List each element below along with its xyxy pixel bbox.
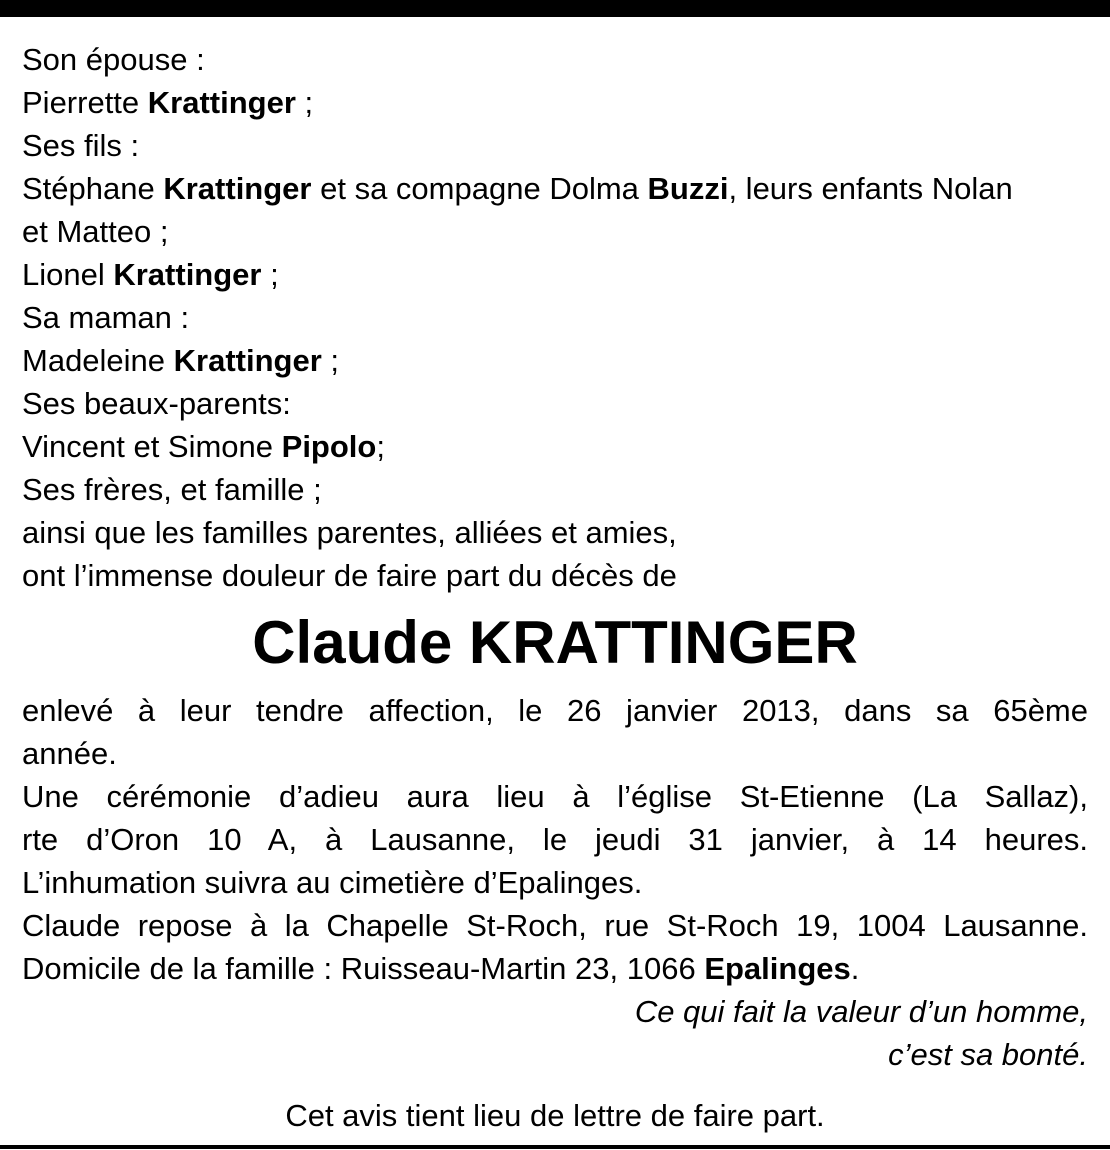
text-line xyxy=(22,167,1088,210)
text-segment: L’inhumation suivra au cimetière d’Epalinges. xyxy=(22,865,643,900)
text-line xyxy=(22,210,1088,253)
text-line xyxy=(22,818,1088,861)
footer-note: Cet avis tient lieu de lettre de faire part. xyxy=(285,1098,825,1133)
text-segment: ; xyxy=(261,257,279,292)
text-line xyxy=(22,425,1088,468)
notice-body xyxy=(22,689,1088,1076)
text-segment: c’est sa bonté. xyxy=(888,1037,1088,1072)
text-segment: Claude repose à la Chapelle St-Roch, rue St-Roch 19, 1004 Lausanne. xyxy=(22,908,1088,943)
text-segment: Ses beaux-parents: xyxy=(22,386,291,421)
text-segment: Ses fils : xyxy=(22,128,140,163)
text-segment: Son épouse : xyxy=(22,42,205,77)
surname-bold: Krattinger xyxy=(173,343,322,378)
text-line xyxy=(22,382,1088,425)
text-segment: rte d’Oron 10 A, à Lausanne, le jeudi 31 janvier, à 14 heures. xyxy=(22,822,1088,857)
text-line xyxy=(22,732,1088,775)
text-segment: ; xyxy=(376,429,385,464)
text-line xyxy=(22,339,1088,382)
text-segment: , leurs enfants Nolan xyxy=(728,171,1013,206)
surname-bold: Krattinger xyxy=(113,257,262,292)
text-segment: année. xyxy=(22,736,117,771)
bottom-border xyxy=(0,1145,1110,1149)
text-segment: Lionel xyxy=(22,257,114,292)
text-segment: Domicile de la famille : Ruisseau-Martin 23, 1066 xyxy=(22,951,705,986)
text-segment: ainsi que les familles parentes, alliées et amies, xyxy=(22,515,677,550)
text-segment: Stéphane xyxy=(22,171,164,206)
text-line xyxy=(22,775,1088,818)
text-line xyxy=(22,38,1088,81)
text-line xyxy=(22,861,1088,904)
text-segment: ; xyxy=(295,85,314,120)
text-line xyxy=(22,947,1088,990)
text-line xyxy=(22,1033,1088,1076)
text-line xyxy=(22,468,1088,511)
text-segment: Sa maman : xyxy=(22,300,190,335)
text-line xyxy=(22,296,1088,339)
family-list xyxy=(22,38,1088,597)
text-segment: Une cérémonie d’adieu aura lieu à l’église St-Etienne (La Sallaz), xyxy=(22,779,1088,814)
text-line xyxy=(22,689,1088,732)
text-line xyxy=(22,990,1088,1033)
deceased-name: Claude KRATTINGER xyxy=(252,609,858,676)
text-segment: ; xyxy=(321,343,340,378)
surname-bold: Krattinger xyxy=(163,171,312,206)
text-line xyxy=(22,81,1088,124)
text-line xyxy=(22,511,1088,554)
surname-bold: Pipolo xyxy=(281,429,377,464)
surname-bold: Krattinger xyxy=(147,85,296,120)
text-segment: et sa compagne Dolma xyxy=(311,171,648,206)
surname-bold: Epalinges xyxy=(704,951,851,986)
obituary-notice xyxy=(22,38,1088,1076)
text-segment: Pierrette xyxy=(22,85,148,120)
text-line xyxy=(22,904,1088,947)
text-segment: Ses frères, et famille ; xyxy=(22,472,322,507)
text-segment: ont l’immense douleur de faire part du décès de xyxy=(22,558,677,593)
text-segment: enlevé à leur tendre affection, le 26 janvier 2013, dans sa 65ème xyxy=(22,693,1088,728)
text-line xyxy=(22,554,1088,597)
text-line xyxy=(22,253,1088,296)
text-segment: Vincent et Simone xyxy=(22,429,282,464)
text-segment: Madeleine xyxy=(22,343,174,378)
surname-bold: Buzzi xyxy=(647,171,729,206)
text-segment: Ce qui fait la valeur d’un homme, xyxy=(634,994,1088,1029)
top-border xyxy=(0,0,1110,17)
text-segment: et Matteo ; xyxy=(22,214,169,249)
text-segment: . xyxy=(850,951,860,986)
text-line xyxy=(22,124,1088,167)
